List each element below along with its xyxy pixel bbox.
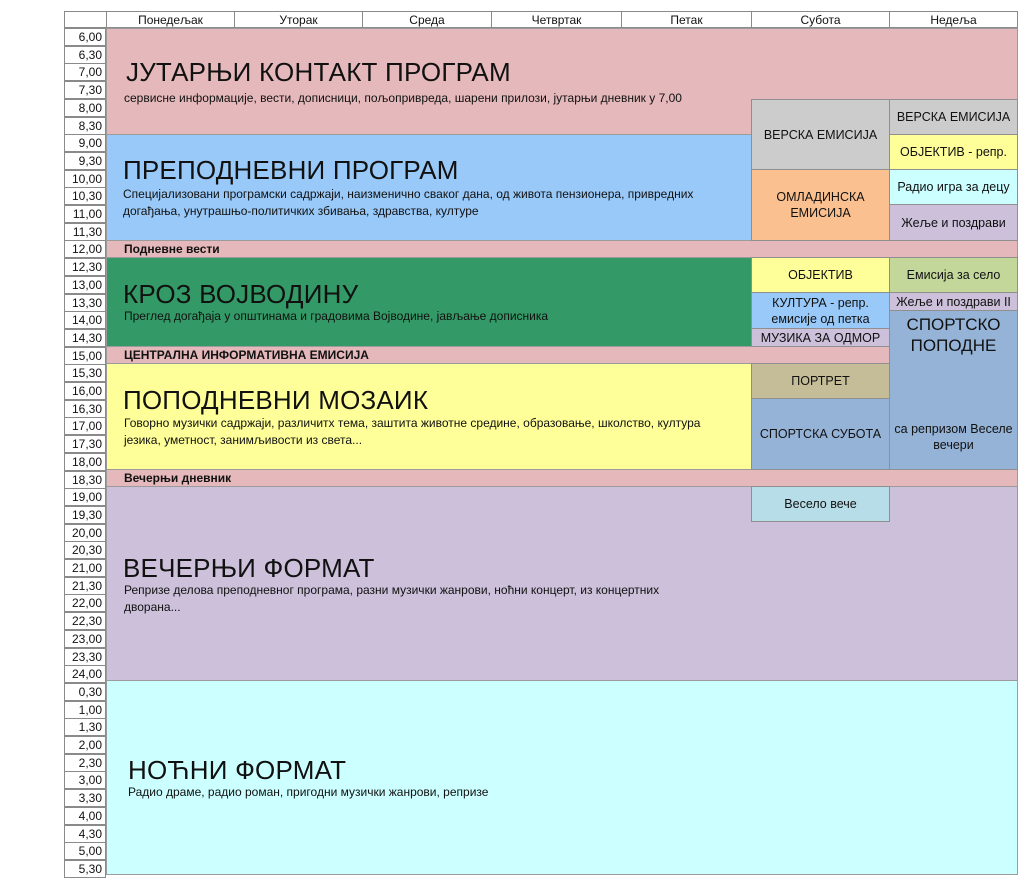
time-slot: 5,30 [64,860,106,878]
time-slot: 9,00 [64,134,106,152]
time-slot: 14,00 [64,311,106,329]
strip-central-news: ЦЕНТРАЛНА ИНФОРМАТИВНА ЕМИСИЈА [106,346,890,364]
time-slot: 5,00 [64,842,106,860]
time-slot: 0,30 [64,683,106,701]
block-night-title: НОЋНИ ФОРМАТ [128,755,347,785]
block-forenoon-title: ПРЕПОДНЕВНИ ПРОГРАМ [123,155,459,185]
time-slot: 10,00 [64,170,106,188]
day-header-fri: Петак [621,11,752,28]
corner-cell [64,11,107,28]
sun-sport-afternoon [889,310,1018,470]
sat-merry-evening: Весело вече [751,486,890,522]
time-slot: 17,30 [64,435,106,453]
time-slot: 1,30 [64,718,106,736]
strip-evening-news: Вечерњи дневник [106,469,1018,487]
time-slot: 21,30 [64,577,106,595]
time-slot: 20,30 [64,541,106,559]
time-slot: 23,30 [64,648,106,666]
sun-sport-note: са репризом Веселе вечери [894,422,1013,452]
block-vojvodina-desc: Преглед догађаја у општинама и градовима Војводине, јављање дописника [124,309,549,323]
time-slot: 8,30 [64,117,106,135]
time-slot: 15,30 [64,364,106,382]
time-slot: 1,00 [64,701,106,719]
time-slot: 11,30 [64,223,106,241]
day-header-tue: Уторак [234,11,363,28]
sun-village: Емисија за село [889,257,1018,293]
sun-wishes-2: Жеље и поздрави II [889,292,1018,311]
sat-religious: ВЕРСКА ЕМИСИЈА [751,99,890,170]
time-slot: 24,00 [64,665,106,683]
time-slot: 3,00 [64,771,106,789]
day-header-sat: Субота [751,11,890,28]
block-morning-title: ЈУТАРЊИ КОНТАКТ ПРОГРАМ [126,57,511,87]
time-slot: 19,30 [64,506,106,524]
day-header-sun: Недеља [889,11,1018,28]
time-slot: 20,00 [64,524,106,542]
time-slot: 4,00 [64,807,106,825]
time-slot: 7,00 [64,63,106,81]
sun-objektiv-rep: ОБЈЕКТИВ - репр. [889,134,1018,170]
time-slot: 18,00 [64,453,106,471]
time-slot: 22,30 [64,612,106,630]
time-slot: 11,00 [64,205,106,223]
time-slot: 13,00 [64,276,106,294]
time-slot: 10,30 [64,187,106,205]
block-morning-desc: сервисне информације, вести, дописници, пољопривреда, шарени прилози, јутарњи дневник у 7,00 [124,91,682,105]
sat-youth: ОМЛАДИНСКА ЕМИСИЈА [751,169,890,241]
time-slot: 23,00 [64,630,106,648]
time-slot: 6,00 [64,28,106,46]
time-slot: 16,00 [64,382,106,400]
time-slot: 12,00 [64,240,106,258]
time-slot: 3,30 [64,789,106,807]
time-slot: 13,30 [64,294,106,312]
time-slot: 16,30 [64,400,106,418]
sun-sport-title: СПОРТСКО ПОПОДНЕ [906,315,1001,355]
sat-objektiv: ОБЈЕКТИВ [751,257,890,293]
time-slot: 17,00 [64,417,106,435]
day-header-thu: Четвртак [491,11,622,28]
time-slot: 21,00 [64,559,106,577]
sat-portrait: ПОРТРЕТ [751,363,890,399]
time-slot: 7,30 [64,81,106,99]
time-slot: 2,30 [64,754,106,772]
block-forenoon-desc: Специјализовани програмски садржаји, наизменично сваког дана, од живота пензионера, привредних догађања, унутрашњо-политичких збивања, здравства, културе [123,187,694,218]
block-evening-title: ВЕЧЕРЊИ ФОРМАТ [123,553,375,583]
time-slot: 12,30 [64,258,106,276]
time-slot: 2,00 [64,736,106,754]
sat-music: МУЗИКА ЗА ОДМОР [751,328,890,347]
sat-sport: СПОРТСКА СУБОТА [751,398,890,470]
time-slot: 22,00 [64,594,106,612]
time-slot: 6,30 [64,46,106,64]
strip-noon-news: Подневне вести [106,240,1018,258]
day-header-mon: Понедељак [106,11,235,28]
time-slot: 19,00 [64,488,106,506]
block-afternoon-title: ПОПОДНЕВНИ МОЗАИК [123,385,429,415]
time-slot: 18,30 [64,471,106,489]
day-header-wed: Среда [362,11,492,28]
sun-religious: ВЕРСКА ЕМИСИЈА [889,99,1018,135]
sun-radio-play: Радио игра за децу [889,169,1018,205]
time-slot: 9,30 [64,152,106,170]
sun-wishes: Жеље и поздрави [889,204,1018,241]
block-evening-desc: Репризе делова преподневног програма, разни музички жанрови, ноћни концерт, из концертних дворана... [124,583,660,614]
block-vojvodina-title: КРОЗ ВОЈВОДИНУ [123,279,359,309]
time-slot: 14,30 [64,329,106,347]
time-slot: 8,00 [64,99,106,117]
block-night-desc: Радио драме, радио роман, пригодни музички жанрови, репризе [128,785,489,799]
block-afternoon-desc: Говорно музички садржаји, различитх тема, заштита животне средине, образовање, школство, култура језика, уметност, занимљивости из света... [124,416,701,447]
time-slot: 4,30 [64,825,106,843]
time-slot: 15,00 [64,347,106,365]
sat-culture: КУЛТУРА - репр. емисије од петка [751,292,890,329]
